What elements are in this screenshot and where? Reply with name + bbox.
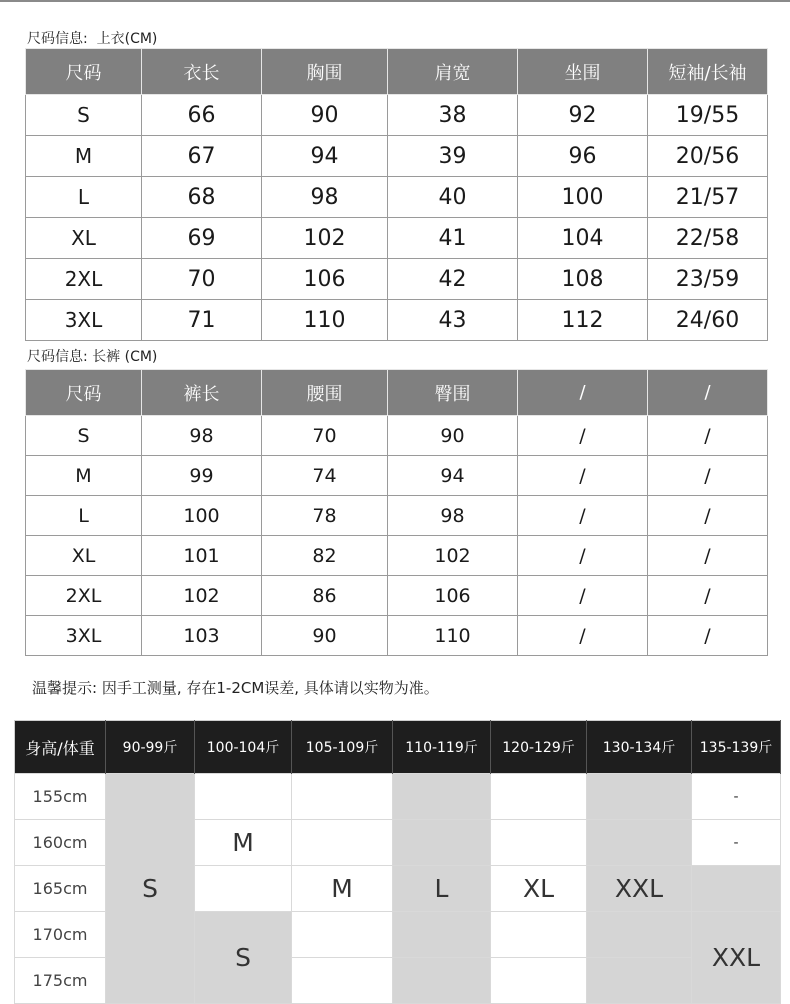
table-cell: 101 (142, 536, 262, 576)
table-cell: 2XL (26, 576, 142, 616)
table-row (26, 136, 768, 177)
table-cell: 82 (262, 536, 388, 576)
header-weight-range: 100-104斤 (195, 721, 292, 774)
table-cell: 2XL (26, 259, 142, 300)
table-cell: 67 (142, 136, 262, 177)
table-row (26, 95, 768, 136)
table-cell: / (648, 616, 768, 656)
table-row (26, 300, 768, 341)
table-cell: 41 (388, 218, 518, 259)
size-cell: M (195, 820, 292, 866)
table-cell: 106 (262, 259, 388, 300)
table-cell: 112 (518, 300, 648, 341)
header-weight-range: 120-129斤 (491, 721, 587, 774)
table-cell: / (518, 536, 648, 576)
size-cell (292, 774, 393, 820)
table-cell: XL (26, 536, 142, 576)
table-header-row (15, 721, 781, 774)
table-cell: 90 (388, 416, 518, 456)
size-cell (393, 958, 491, 1004)
measurement-tip: 温馨提示: 因手工测量, 存在1-2CM误差, 具体请以实物为准。 (32, 679, 439, 697)
size-cell (393, 820, 491, 866)
table-cell: 23/59 (648, 259, 768, 300)
table-row (26, 177, 768, 218)
table-cell: / (648, 536, 768, 576)
table-cell: 98 (142, 416, 262, 456)
size-cell (292, 912, 393, 958)
header-hip: 坐围 (518, 49, 648, 95)
table-cell: L (26, 496, 142, 536)
height-cell: 165cm (15, 866, 106, 912)
table-cell: / (648, 456, 768, 496)
header-size: 尺码 (26, 370, 142, 416)
table-cell: 40 (388, 177, 518, 218)
table-cell: 78 (262, 496, 388, 536)
header-height-weight: 身高/体重 (15, 721, 106, 774)
table-cell: / (648, 496, 768, 536)
size-cell (491, 774, 587, 820)
size-cell (393, 774, 491, 820)
table-cell: 96 (518, 136, 648, 177)
table-cell: 90 (262, 616, 388, 656)
table-cell: 86 (262, 576, 388, 616)
height-cell: 170cm (15, 912, 106, 958)
table-cell: 94 (388, 456, 518, 496)
table-cell: 70 (142, 259, 262, 300)
top-size-table (25, 48, 768, 341)
table-cell: 102 (142, 576, 262, 616)
header-hip: 臀围 (388, 370, 518, 416)
table-cell: 98 (262, 177, 388, 218)
table-cell: S (26, 416, 142, 456)
table-cell: / (648, 576, 768, 616)
size-cell (195, 774, 292, 820)
header-weight-range: 105-109斤 (292, 721, 393, 774)
table-row (26, 576, 768, 616)
table-cell: 70 (262, 416, 388, 456)
table-cell: 71 (142, 300, 262, 341)
table-cell: 100 (142, 496, 262, 536)
size-cell (292, 958, 393, 1004)
table-cell: 66 (142, 95, 262, 136)
table-cell: 100 (518, 177, 648, 218)
table-cell: / (648, 416, 768, 456)
table-row (26, 416, 768, 456)
table-cell: 20/56 (648, 136, 768, 177)
size-cell (692, 866, 781, 912)
size-cell: S (195, 912, 292, 1004)
header-weight-range: 130-134斤 (587, 721, 692, 774)
size-cell: S (106, 774, 195, 1004)
table-cell: 92 (518, 95, 648, 136)
table-row (26, 218, 768, 259)
header-weight-range: 135-139斤 (692, 721, 781, 774)
table-cell: 3XL (26, 616, 142, 656)
table-cell: S (26, 95, 142, 136)
table-row (26, 259, 768, 300)
table-row (26, 456, 768, 496)
header-sleeve: 短袖/长袖 (648, 49, 768, 95)
header-length: 衣长 (142, 49, 262, 95)
table-cell: / (518, 616, 648, 656)
table-row (26, 496, 768, 536)
header-waist: 腰围 (262, 370, 388, 416)
table-cell: 3XL (26, 300, 142, 341)
size-cell (491, 912, 587, 958)
table-cell: 99 (142, 456, 262, 496)
size-cell: L (393, 866, 491, 912)
table-cell: / (518, 416, 648, 456)
pants-size-table (25, 369, 768, 656)
table-cell: L (26, 177, 142, 218)
table-cell: / (518, 576, 648, 616)
table-cell: 43 (388, 300, 518, 341)
size-cell: M (292, 866, 393, 912)
height-cell: 155cm (15, 774, 106, 820)
table-cell: 110 (388, 616, 518, 656)
size-cell (292, 820, 393, 866)
table-cell: 69 (142, 218, 262, 259)
top-size-caption: 尺码信息: 上衣(CM) (27, 31, 158, 47)
table-cell: 98 (388, 496, 518, 536)
table-row (26, 536, 768, 576)
table-cell: 68 (142, 177, 262, 218)
size-cell: - (692, 820, 781, 866)
header-empty: / (648, 370, 768, 416)
table-cell: M (26, 456, 142, 496)
size-cell: XXL (587, 866, 692, 912)
table-cell: 102 (388, 536, 518, 576)
table-row (15, 774, 781, 820)
table-cell: / (518, 496, 648, 536)
table-cell: 90 (262, 95, 388, 136)
table-cell: 106 (388, 576, 518, 616)
header-size: 尺码 (26, 49, 142, 95)
table-cell: 38 (388, 95, 518, 136)
size-cell (393, 912, 491, 958)
size-cell (587, 912, 692, 958)
table-cell: 19/55 (648, 95, 768, 136)
table-header-row (26, 49, 768, 95)
header-empty: / (518, 370, 648, 416)
header-chest: 胸围 (262, 49, 388, 95)
table-cell: 104 (518, 218, 648, 259)
header-weight-range: 110-119斤 (393, 721, 491, 774)
table-cell: 94 (262, 136, 388, 177)
table-cell: 42 (388, 259, 518, 300)
size-cell (491, 820, 587, 866)
top-divider-line (0, 0, 790, 2)
size-cell (491, 958, 587, 1004)
size-cell (587, 958, 692, 1004)
table-cell: 74 (262, 456, 388, 496)
header-weight-range: 90-99斤 (106, 721, 195, 774)
table-header-row (26, 370, 768, 416)
table-cell: 24/60 (648, 300, 768, 341)
size-cell: - (692, 774, 781, 820)
header-shoulder: 肩宽 (388, 49, 518, 95)
table-cell: 22/58 (648, 218, 768, 259)
height-cell: 175cm (15, 958, 106, 1004)
table-cell: / (518, 456, 648, 496)
table-cell: 21/57 (648, 177, 768, 218)
table-cell: 39 (388, 136, 518, 177)
table-cell: XL (26, 218, 142, 259)
size-cell (587, 820, 692, 866)
size-recommendation-table (14, 720, 781, 1004)
header-pant-length: 裤长 (142, 370, 262, 416)
size-cell: XXL (692, 912, 781, 1004)
pants-size-caption: 尺码信息: 长裤 (CM) (27, 349, 158, 365)
table-cell: M (26, 136, 142, 177)
height-cell: 160cm (15, 820, 106, 866)
size-cell (587, 774, 692, 820)
size-cell: XL (491, 866, 587, 912)
size-cell (195, 866, 292, 912)
table-cell: 108 (518, 259, 648, 300)
table-cell: 102 (262, 218, 388, 259)
table-cell: 110 (262, 300, 388, 341)
table-cell: 103 (142, 616, 262, 656)
table-row (26, 616, 768, 656)
